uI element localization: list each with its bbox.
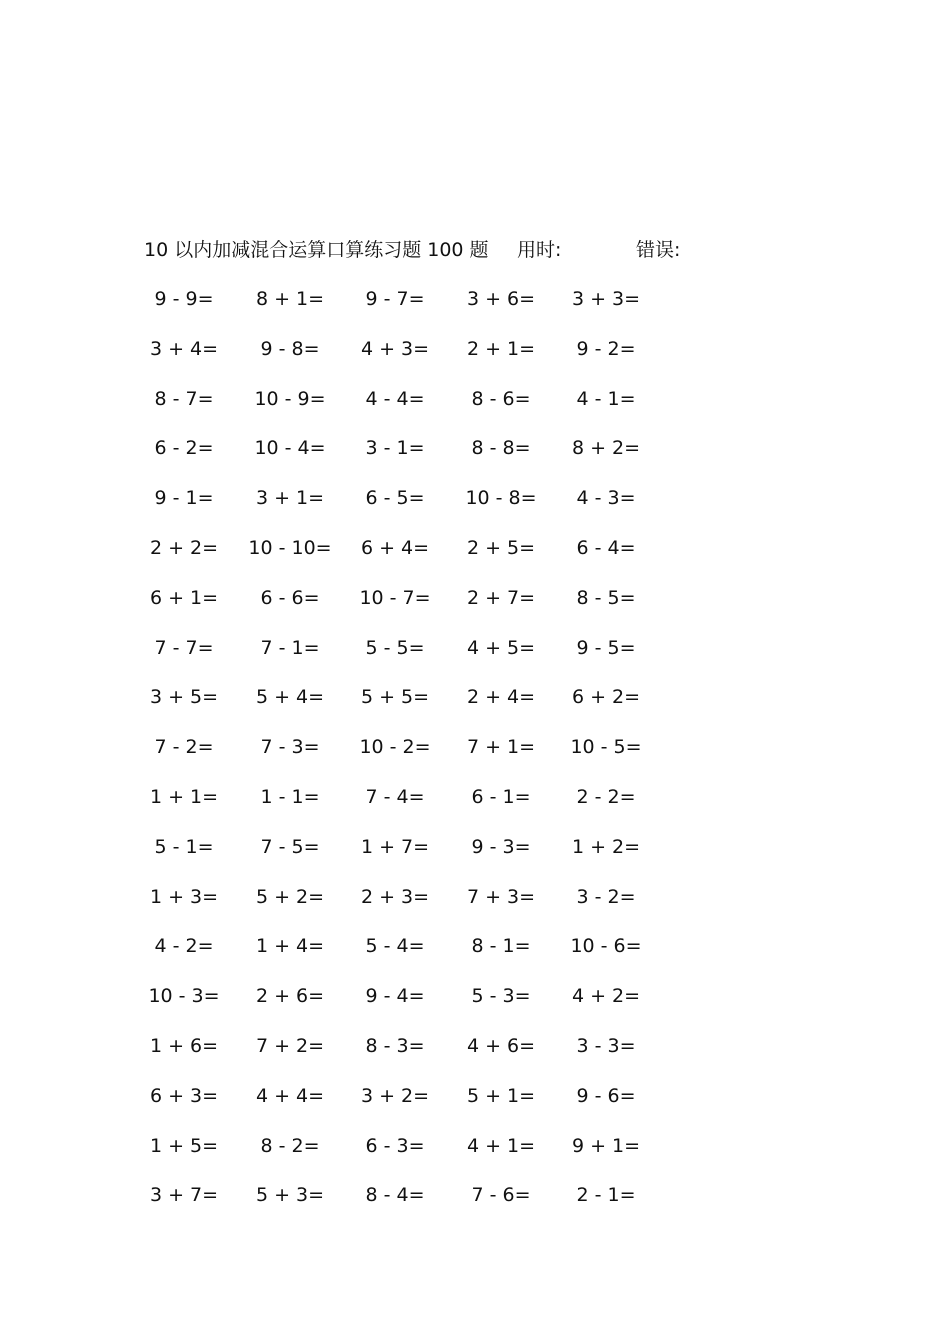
problem-item: 5 - 3= [471,985,531,1008]
problem-item: 6 + 3= [149,1084,219,1107]
problem-item: 3 + 2= [360,1084,430,1107]
problem-item: 6 - 3= [365,1134,425,1157]
worksheet-title: 10 以内加减混合运算口算练习题 100 题 [144,239,489,261]
problem-item: 5 + 2= [255,885,325,908]
problem-item: 10 - 6= [570,935,642,958]
problem-item: 7 - 7= [154,636,214,659]
problem-row [0,584,950,612]
problem-item: 10 - 10= [248,537,332,559]
problem-item: 9 - 3= [471,835,531,858]
problem-item: 9 - 7= [365,288,425,310]
problem-item: 6 + 1= [149,586,219,609]
problem-item: 3 + 3= [571,288,641,310]
problem-item: 5 + 1= [466,1084,536,1107]
problem-item: 1 + 5= [149,1134,219,1157]
time-used-label: 用时: [517,239,562,261]
problem-item: 6 + 4= [360,537,430,559]
problem-row [0,534,950,562]
problem-item: 6 - 1= [471,786,531,808]
problem-item: 3 + 7= [149,1184,219,1207]
problem-item: 6 + 2= [571,686,641,709]
problem-item: 1 + 7= [360,835,430,858]
problem-item: 3 + 1= [255,487,325,510]
problem-item: 2 + 5= [466,537,536,559]
problem-item: 5 + 5= [360,686,430,709]
problem-item: 2 + 2= [149,537,219,559]
problem-item: 5 + 4= [255,686,325,709]
problem-item: 7 - 1= [260,636,320,659]
problem-item: 8 + 2= [571,437,641,460]
problem-item: 7 + 2= [255,1035,325,1057]
problem-row [0,683,950,711]
problem-item: 4 - 1= [576,387,636,410]
problem-item: 2 + 4= [466,686,536,709]
problem-item: 6 - 4= [576,537,636,559]
problem-item: 7 + 3= [466,885,536,908]
problem-item: 3 - 2= [576,885,636,908]
problem-row [0,932,950,960]
problem-item: 10 - 9= [254,387,326,410]
problem-item: 9 - 2= [576,337,636,360]
problem-item: 9 - 4= [365,985,425,1008]
problem-item: 8 + 1= [255,288,325,310]
problem-item: 3 + 6= [466,288,536,310]
problem-item: 1 + 6= [149,1035,219,1057]
problem-item: 10 - 5= [570,736,642,759]
problem-item: 4 - 4= [365,387,425,410]
problem-row [0,883,950,911]
problem-item: 8 - 7= [154,387,214,410]
problem-item: 3 - 3= [576,1035,636,1057]
problem-item: 2 - 1= [576,1184,636,1207]
problem-item: 4 - 3= [576,487,636,510]
problem-item: 7 - 5= [260,835,320,858]
problem-item: 8 - 4= [365,1184,425,1207]
problem-row [0,434,950,462]
problem-item: 1 + 1= [149,786,219,808]
problem-item: 1 + 4= [255,935,325,958]
problem-row [0,484,950,512]
problem-item: 8 - 5= [576,586,636,609]
problem-item: 2 - 2= [576,786,636,808]
problem-item: 4 + 2= [571,985,641,1008]
problem-item: 1 + 2= [571,835,641,858]
problem-item: 5 - 4= [365,935,425,958]
problem-item: 10 - 2= [359,736,431,759]
problem-item: 3 + 4= [149,337,219,360]
problem-item: 4 + 1= [466,1134,536,1157]
errors-label: 错误: [636,239,681,261]
problem-item: 2 + 1= [466,337,536,360]
problem-row [0,385,950,413]
problem-item: 5 - 5= [365,636,425,659]
problem-item: 2 + 3= [360,885,430,908]
problem-item: 1 - 1= [260,786,320,808]
problem-row [0,982,950,1010]
problem-item: 4 + 5= [466,636,536,659]
problem-item: 9 - 8= [260,337,320,360]
problem-row [0,285,950,313]
problem-item: 6 - 2= [154,437,214,460]
problem-item: 5 + 3= [255,1184,325,1207]
problem-row [0,1181,950,1209]
problem-item: 4 - 2= [154,935,214,958]
problem-item: 8 - 2= [260,1134,320,1157]
problem-item: 10 - 4= [254,437,326,460]
problem-item: 3 + 5= [149,686,219,709]
problem-item: 2 + 6= [255,985,325,1008]
problem-item: 8 - 3= [365,1035,425,1057]
problem-item: 7 - 2= [154,736,214,759]
problem-row [0,335,950,363]
problem-item: 9 - 6= [576,1084,636,1107]
problem-item: 4 + 6= [466,1035,536,1057]
problem-item: 7 + 1= [466,736,536,759]
problem-item: 7 - 4= [365,786,425,808]
problem-row [0,833,950,861]
problem-item: 10 - 7= [359,586,431,609]
problem-item: 8 - 1= [471,935,531,958]
problem-item: 4 + 4= [255,1084,325,1107]
problem-item: 1 + 3= [149,885,219,908]
problem-item: 10 - 8= [465,487,537,510]
problem-row [0,1132,950,1160]
problem-item: 9 - 5= [576,636,636,659]
problem-item: 8 - 8= [471,437,531,460]
problem-row [0,1082,950,1110]
problem-item: 7 - 6= [471,1184,531,1207]
problem-item: 6 - 6= [260,586,320,609]
problem-item: 9 - 9= [154,288,214,310]
problem-item: 9 - 1= [154,487,214,510]
problem-row [0,733,950,761]
problem-item: 10 - 3= [148,985,220,1008]
problem-item: 5 - 1= [154,835,214,858]
problem-row [0,634,950,662]
problem-item: 9 + 1= [571,1134,641,1157]
problem-item: 6 - 5= [365,487,425,510]
problem-row [0,1032,950,1060]
problem-item: 7 - 3= [260,736,320,759]
problem-item: 8 - 6= [471,387,531,410]
problem-row [0,783,950,811]
problem-item: 2 + 7= [466,586,536,609]
problem-item: 4 + 3= [360,337,430,360]
problem-item: 3 - 1= [365,437,425,460]
